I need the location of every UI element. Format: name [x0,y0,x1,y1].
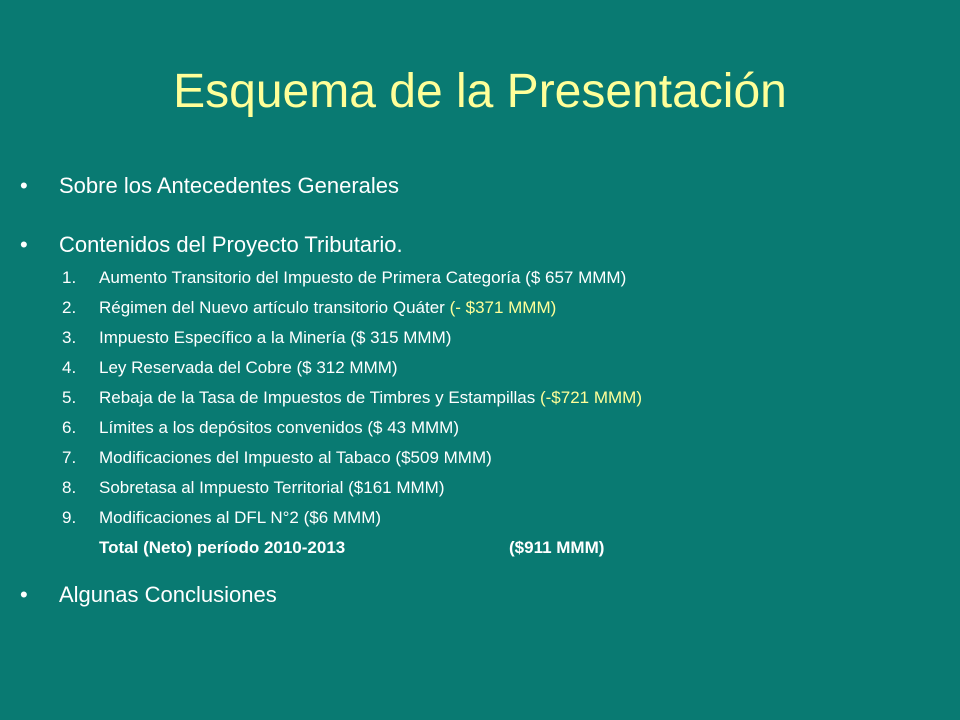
bullet-text: Algunas Conclusiones [59,582,277,607]
negative-amount: (- $371 MMM) [449,298,557,317]
total-label: Total (Neto) período 2010-2013 [99,538,346,557]
bullet-dot: • [20,232,28,257]
list-item-label: Límites a los depósitos convenidos ($ 43 MMM) [99,418,459,437]
list-item-label: Modificaciones del Impuesto al Tabaco ($509 MMM) [99,448,492,467]
bullet-text: Contenidos del Proyecto Tributario. [59,232,403,257]
list-item-number: 1. [62,268,77,287]
list-item-text [99,263,626,293]
list-item-number: 2. [62,298,77,317]
list-item-text [99,473,445,503]
list-item-label: Sobretasa al Impuesto Territorial ($161 MMM) [99,478,445,497]
list-item-text [99,503,381,533]
list-item-text [99,443,492,473]
list-item-text [99,383,642,413]
list-item-number: 6. [62,418,77,437]
bullet-dot: • [20,173,28,198]
list-item-number: 8. [62,478,77,497]
negative-amount: (-$721 MMM) [539,388,642,407]
list-item-number: 5. [62,388,77,407]
list-item-label: Impuesto Específico a la Minería ($ 315 MMM) [99,328,452,347]
list-item-text [99,323,451,353]
list-item-text [99,413,459,443]
list-item-label: Rebaja de la Tasa de Impuestos de Timbres y Estampillas [99,388,540,407]
list-item-label: Ley Reservada del Cobre ($ 312 MMM) [99,358,398,377]
bullet-text: Sobre los Antecedentes Generales [59,173,400,198]
total-amount: ($911 MMM) [509,538,605,557]
list-item-number: 7. [62,448,77,467]
list-item-label: Aumento Transitorio del Impuesto de Primera Categoría ($ 657 MMM) [99,268,627,287]
list-item-label: Régimen del Nuevo artículo transitorio Quáter [99,298,450,317]
list-item-number: 4. [62,358,77,377]
list-item-label: Modificaciones al DFL N°2 ($6 MMM) [99,508,382,527]
list-item-number: 3. [62,328,77,347]
list-item-text [99,293,556,323]
bullet-dot: • [20,582,28,607]
list-item-number: 9. [62,508,77,527]
slide-title: Esquema de la Presentación [173,65,787,118]
list-item-text [99,353,398,383]
